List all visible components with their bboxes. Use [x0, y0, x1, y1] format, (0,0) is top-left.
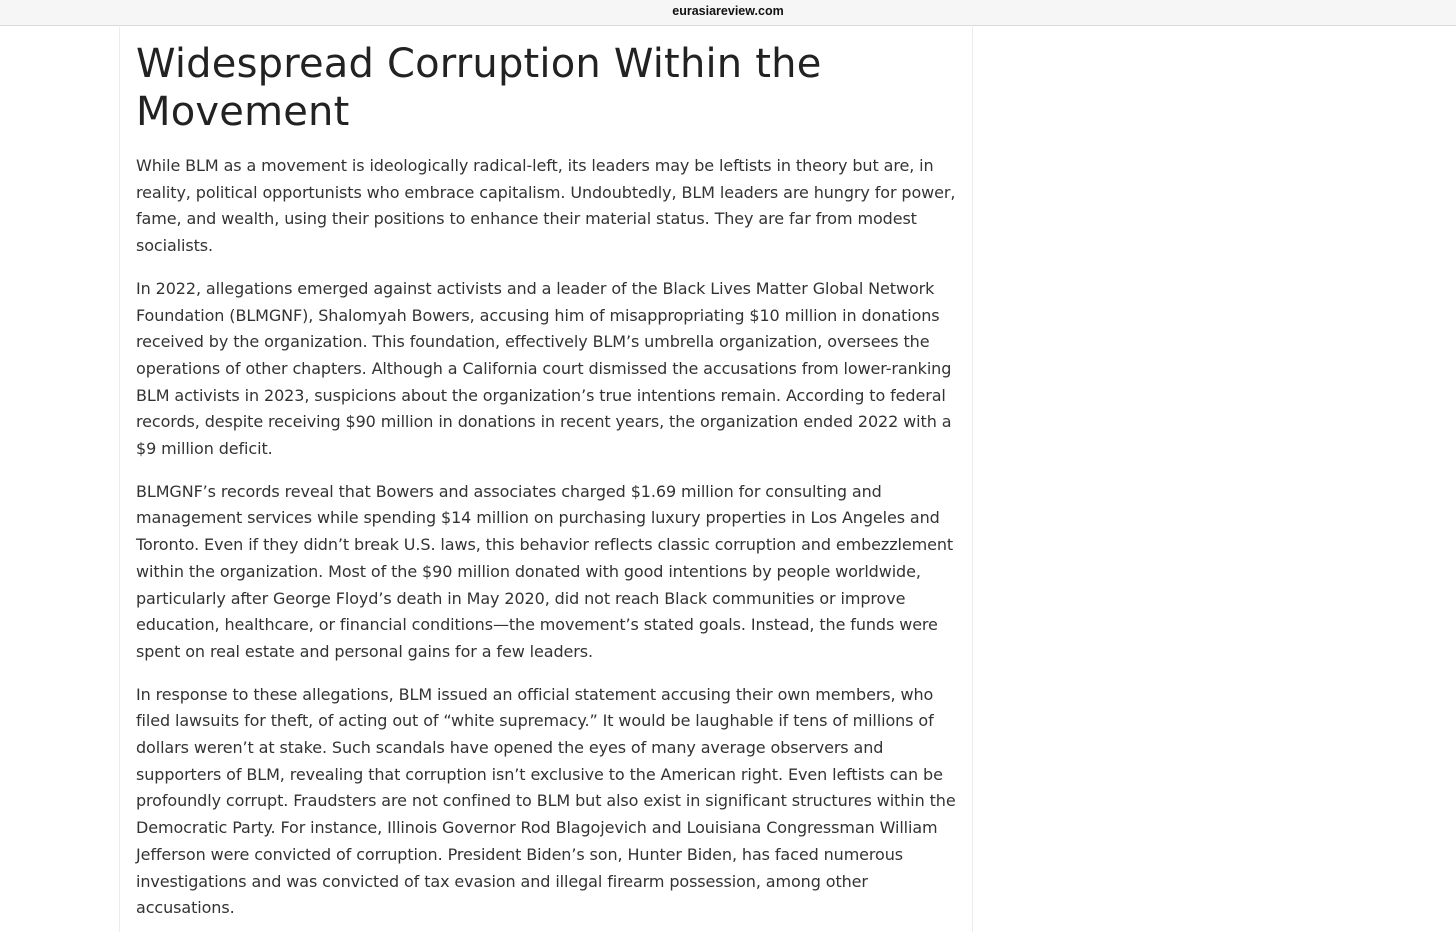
article-body	[136, 153, 966, 922]
article-paragraph: In 2022, allegations emerged against activists and a leader of the Black Lives Matter Global Network Foundation (BLMGNF), Shalomyah Bowers, accusing him of misappropriating $10 million in donations received by the organization. This foundation, effectively BLM’s umbrella organization, oversees the operations of other chapters. Although a California court dismissed the accusations from lower-ranking BLM activists in 2023, suspicions about the organization’s true intentions remain. According to federal records, despite receiving $90 million in donations in recent years, the organization ended 2022 with a $9 million deficit.	[136, 278, 952, 459]
article	[136, 40, 966, 938]
browser-url-bar[interactable]	[0, 0, 1456, 26]
article-paragraph: While BLM as a movement is ideologically radical-left, its leaders may be leftists in theory but are, in reality, political opportunists who embrace capitalism. Undoubtedly, BLM leaders are hungry for power, fame, and wealth, using their positions to enhance their material status. They are far from modest socialists.	[136, 156, 956, 256]
article-paragraph: BLMGNF’s records reveal that Bowers and associates charged $1.69 million for consulting and management services while spending $14 million on purchasing luxury properties in Los Angeles and Toronto. Even if they didn’t break U.S. laws, this behavior reflects classic corruption and embezzlement within the organization. Most of the $90 million donated with good intentions by people worldwide, particularly after George Floyd’s death in May 2020, did not reach Black communities or improve education, healthcare, or financial conditions—the movement’s stated goals. Instead, the funds were spent on real estate and personal gains for a few leaders.	[136, 481, 954, 661]
url-text[interactable]: eurasiareview.com	[672, 4, 784, 18]
article-title: Widespread Corruption Within the Movement	[136, 41, 822, 135]
article-column	[119, 27, 973, 932]
article-paragraph: In response to these allegations, BLM issued an official statement accusing their own members, who filed lawsuits for theft, of acting out of “white supremacy.” It would be laughable if tens of millions of dollars weren’t at stake. Such scandals have opened the eyes of many average observers and supporters of BLM, revealing that corruption isn’t exclusive to the American right. Even leftists can be profoundly corrupt. Fraudsters are not confined to BLM but also exist in significant structures within the Democratic Party. For instance, Illinois Governor Rod Blagojevich and Louisiana Congressman William Jefferson were convicted of corruption. President Biden’s son, Hunter Biden, has faced numerous investigations and was convicted of tax evasion and illegal firearm possession, among other accusations.	[136, 684, 956, 918]
